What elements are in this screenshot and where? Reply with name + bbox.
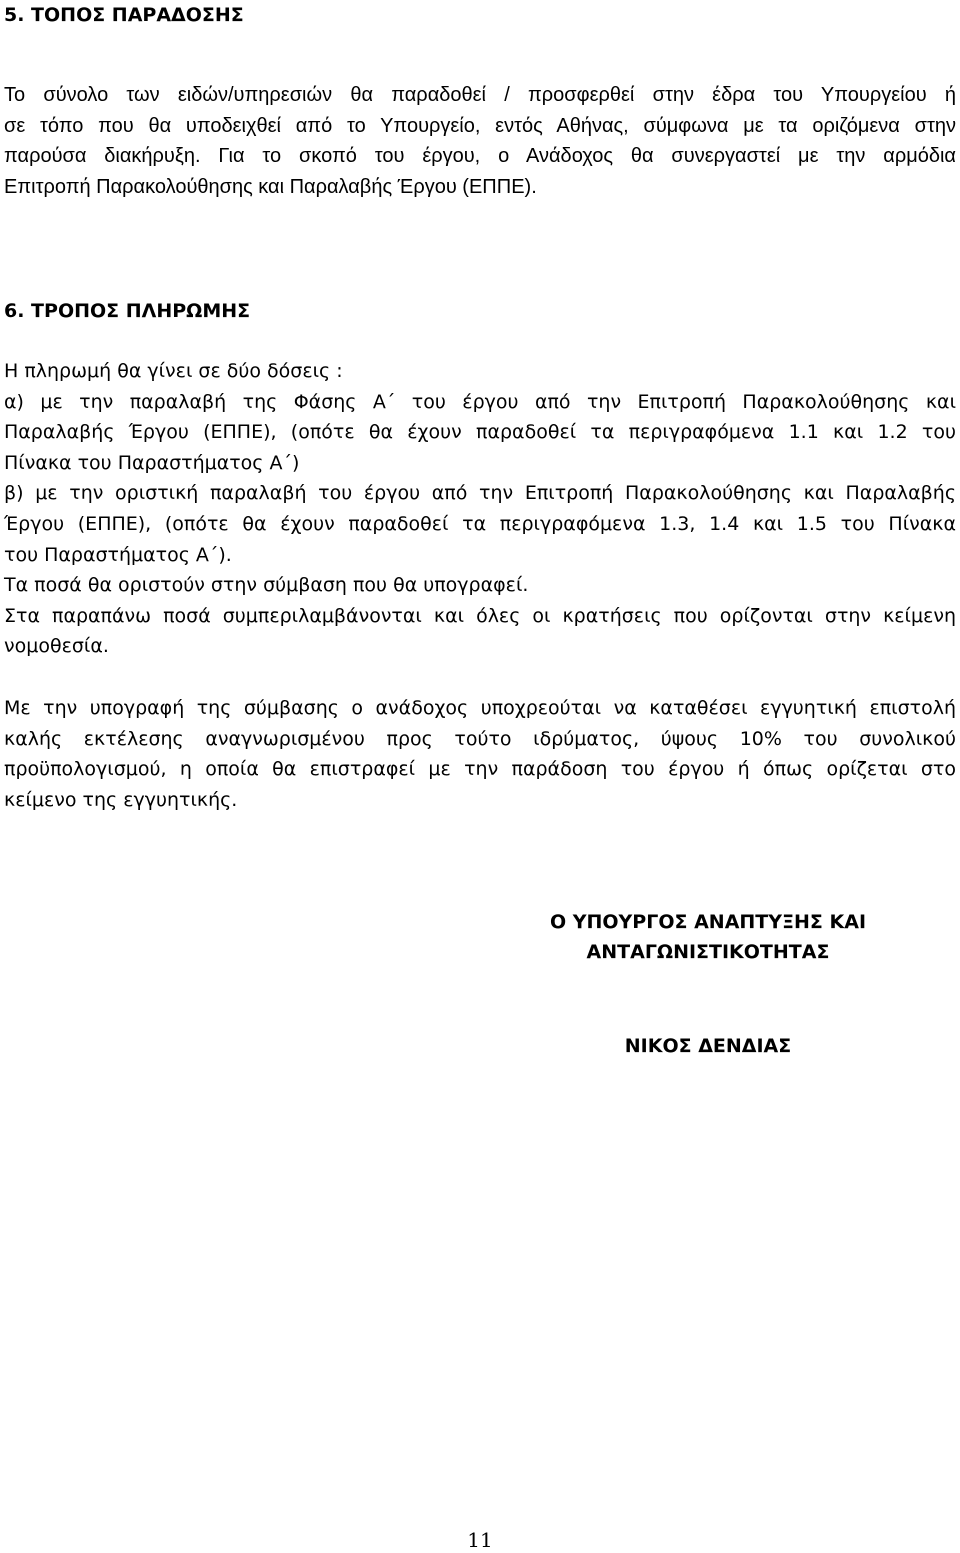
- section-5-paragraph: [4, 80, 956, 202]
- section-6-line: Η πληρωμή θα γίνει σε δύο δόσεις :: [4, 360, 343, 382]
- section-6-line: α) με την παραλαβή της Φάσης Α΄ του έργου από την Επιτροπή Παρακολούθησης και: [4, 390, 956, 413]
- section-6-line: Τα ποσά θα οριστούν στην σύμβαση που θα υπογραφεί.: [4, 574, 529, 597]
- section-5-line: Το σύνολο των ειδών/υπηρεσιών θα παραδοθεί / προσφερθεί στην έδρα του Υπουργείου ή: [4, 84, 956, 106]
- section-6-line: Πίνακα του Παραστήματος Α΄): [4, 451, 300, 474]
- section-6-line: του Παραστήματος Α΄).: [4, 543, 232, 566]
- guarantee-line: προϋπολογισμού, η οποία θα επιστραφεί με την παράδοση του έργου ή όπως ορίζεται στο: [4, 758, 956, 781]
- signatory-title-line: ΑΝΤΑΓΩΝΙΣΤΙΚΟΤΗΤΑΣ: [586, 941, 830, 963]
- signatory-name: ΝΙΚΟΣ ΔΕΝΔΙΑΣ: [624, 1035, 792, 1057]
- section-6-line: β) με την οριστική παραλαβή του έργου από την Επιτροπή Παρακολούθησης και Παραλαβής: [4, 482, 956, 505]
- guarantee-line: καλής εκτέλεσης αναγνωρισμένου προς τούτο ιδρύματος, ύψους 10% του συνολικού: [4, 727, 956, 750]
- section-6-heading: 6. ΤΡΟΠΟΣ ΠΛΗΡΩΜΗΣ: [4, 300, 251, 322]
- section-5-line: παρούσα διακήρυξη. Για το σκοπό του έργου, ο Ανάδοχος θα συνεργαστεί με την αρμόδια: [4, 145, 956, 167]
- guarantee-line: Με την υπογραφή της σύμβασης ο ανάδοχος υποχρεούται να καταθέσει εγγυητική επιστολή: [4, 697, 956, 719]
- guarantee-line: κείμενο της εγγυητικής.: [4, 788, 238, 811]
- section-6-line: Στα παραπάνω ποσά συμπεριλαμβάνονται και όλες οι κρατήσεις που ορίζονται στην κείμενη: [4, 604, 956, 627]
- section-6-line: νομοθεσία.: [4, 635, 109, 658]
- section-6-line: Παραλαβής Έργου (ΕΠΠΕ), (οπότε θα έχουν παραδοθεί τα περιγραφόμενα 1.1 και 1.2 του: [4, 421, 956, 444]
- guarantee-paragraph: [4, 693, 956, 815]
- page-number: 11: [467, 1528, 493, 1552]
- section-5-heading: 5. ΤΟΠΟΣ ΠΑΡΑΔΟΣΗΣ: [4, 4, 244, 26]
- signatory-title-line: Ο ΥΠΟΥΡΓΟΣ ΑΝΑΠΤΥΞΗΣ ΚΑΙ: [549, 911, 867, 933]
- signatory-title: [468, 907, 948, 967]
- section-6-line: Έργου (ΕΠΠΕ), (οπότε θα έχουν παραδοθεί τα περιγραφόμενα 1.3, 1.4 και 1.5 του Πίνακα: [4, 512, 956, 535]
- section-5-line: Επιτροπή Παρακολούθησης και Παραλαβής Έργου (ΕΠΠΕ).: [4, 175, 537, 198]
- section-5-line: σε τόπο που θα υποδειχθεί από το Υπουργείο, εντός Αθήνας, σύμφωνα με τα οριζόμενα στην: [4, 114, 956, 137]
- section-6-paragraph: [4, 356, 956, 662]
